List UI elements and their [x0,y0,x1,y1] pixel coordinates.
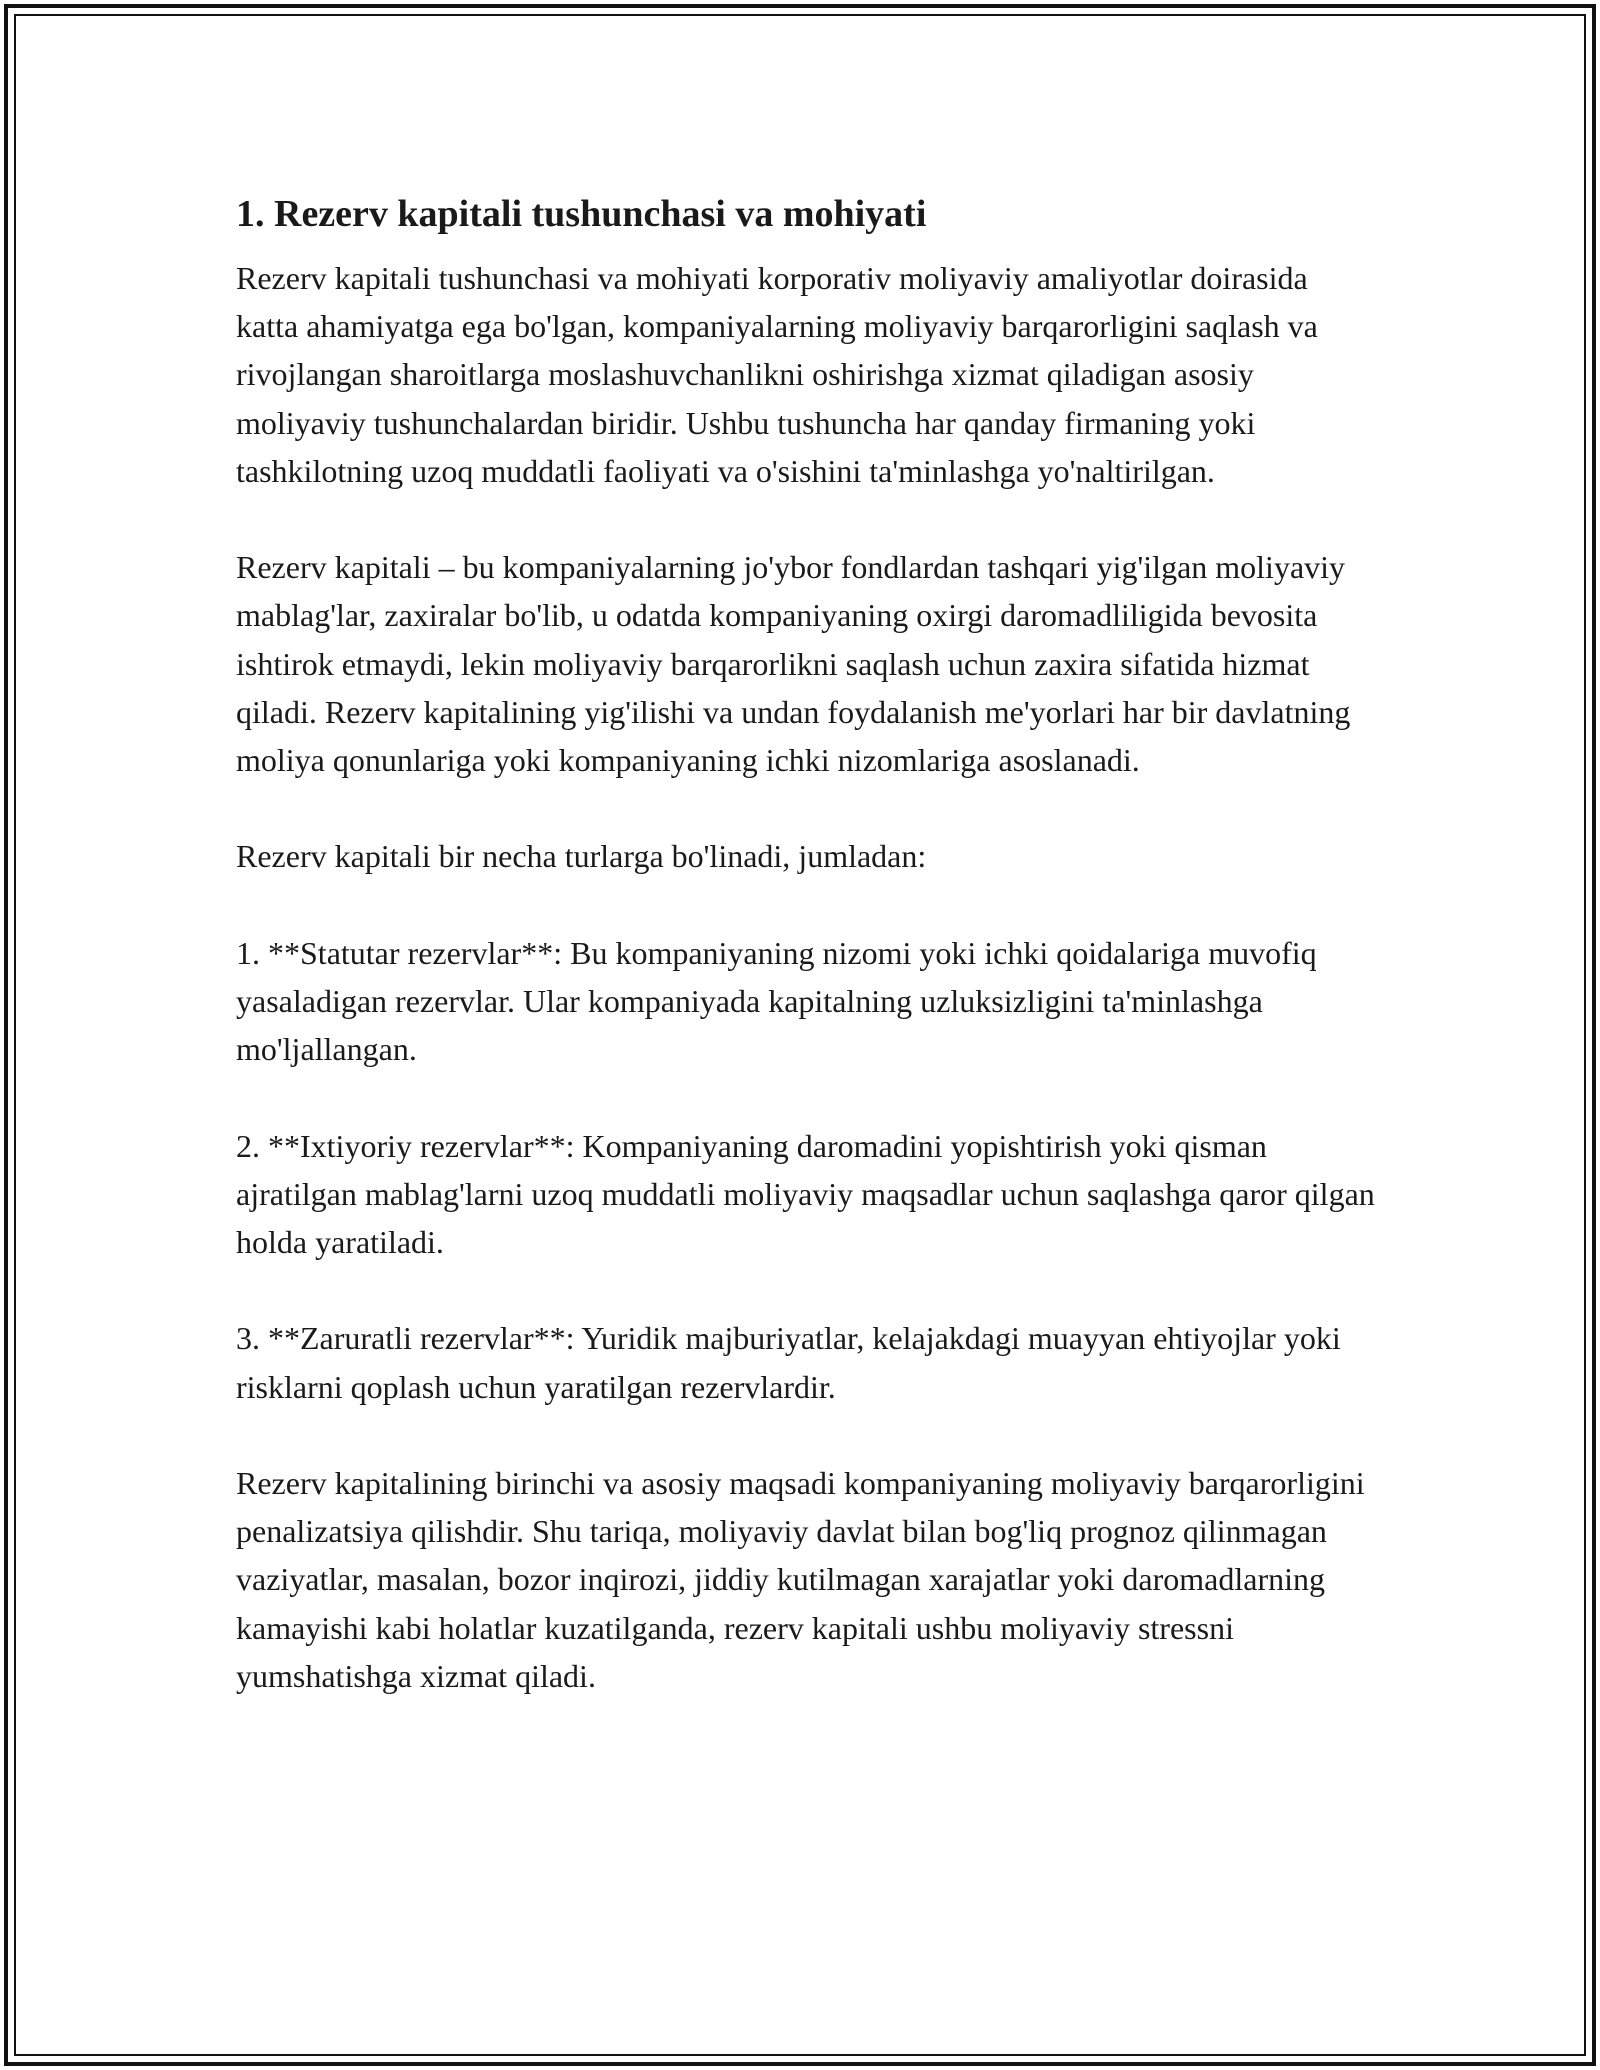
list-item-statutory-reserves: 1. **Statutar rezervlar**: Bu kompaniyaning nizomi yoki ichki qoidalariga muvofiq yasaladigan rezervlar. Ular kompaniyada kapitalning uzluksizligini ta'minlashga mo'ljallangan. [236,934,1317,1068]
document-body [236,188,1376,1700]
section-heading: 1. Rezerv kapitali tushunchasi va mohiyati [236,193,927,235]
paragraph-intro: Rezerv kapitali tushunchasi va mohiyati korporativ moliyaviy amaliyotlar doirasida katta ahamiyatga ega bo'lgan, kompaniyalarning moliyaviy barqarorligini saqlash va rivojlangan sharoitlarga moslashuvchanlikni oshirishga xizmat qiladigan asosiy moliyaviy tushunchalardan biridir. Ushbu tushuncha har qanday firmaning yoki tashkilotning uzoq muddatli faoliyati va o'sishini ta'minlashga yo'naltirilgan. [236,260,1318,489]
paragraph-purpose: Rezerv kapitalining birinchi va asosiy maqsadi kompaniyaning moliyaviy barqarorligini penalizatsiya qilishdir. Shu tariqa, moliyaviy davlat bilan bog'liq prognoz qilinmagan vaziyatlar, masalan, bozor inqirozi, jiddiy kutilmagan xarajatlar yoki daromadlarning kamayishi kabi holatlar kuzatilganda, rezerv kapitali ushbu moliyaviy stressni yumshatishga xizmat qiladi. [236,1464,1365,1694]
paragraph-definition: Rezerv kapitali – bu kompaniyalarning jo'ybor fondlardan tashqari yig'ilgan moliyaviy mablag'lar, zaxiralar bo'lib, u odatda kompaniyaning oxirgi daromadliligida bevosita ishtirok etmaydi, lekin moliyaviy barqarorlikni saqlash uchun zaxira sifatida hizmat qiladi. Rezerv kapitalining yig'ilishi va undan foydalanish me'yorlari har bir davlatning moliya qonunlariga yoki kompaniyaning ichki nizomlariga asoslanadi. [236,549,1351,779]
paragraph-types-intro: Rezerv kapitali bir necha turlarga bo'linadi, jumladan: [236,838,927,875]
list-item-voluntary-reserves: 2. **Ixtiyoriy rezervlar**: Kompaniyaning daromadini yopishtirish yoki qisman ajratilgan mablag'larni uzoq muddatli moliyaviy maqsadlar uchun saqlashga qaror qilgan holda yaratiladi. [236,1127,1375,1260]
list-item-required-reserves: 3. **Zaruratli rezervlar**: Yuridik majburiyatlar, kelajakdagi muayyan ehtiyojlar yoki risklarni qoplash uchun yaratilgan rezervlardir. [236,1320,1341,1405]
